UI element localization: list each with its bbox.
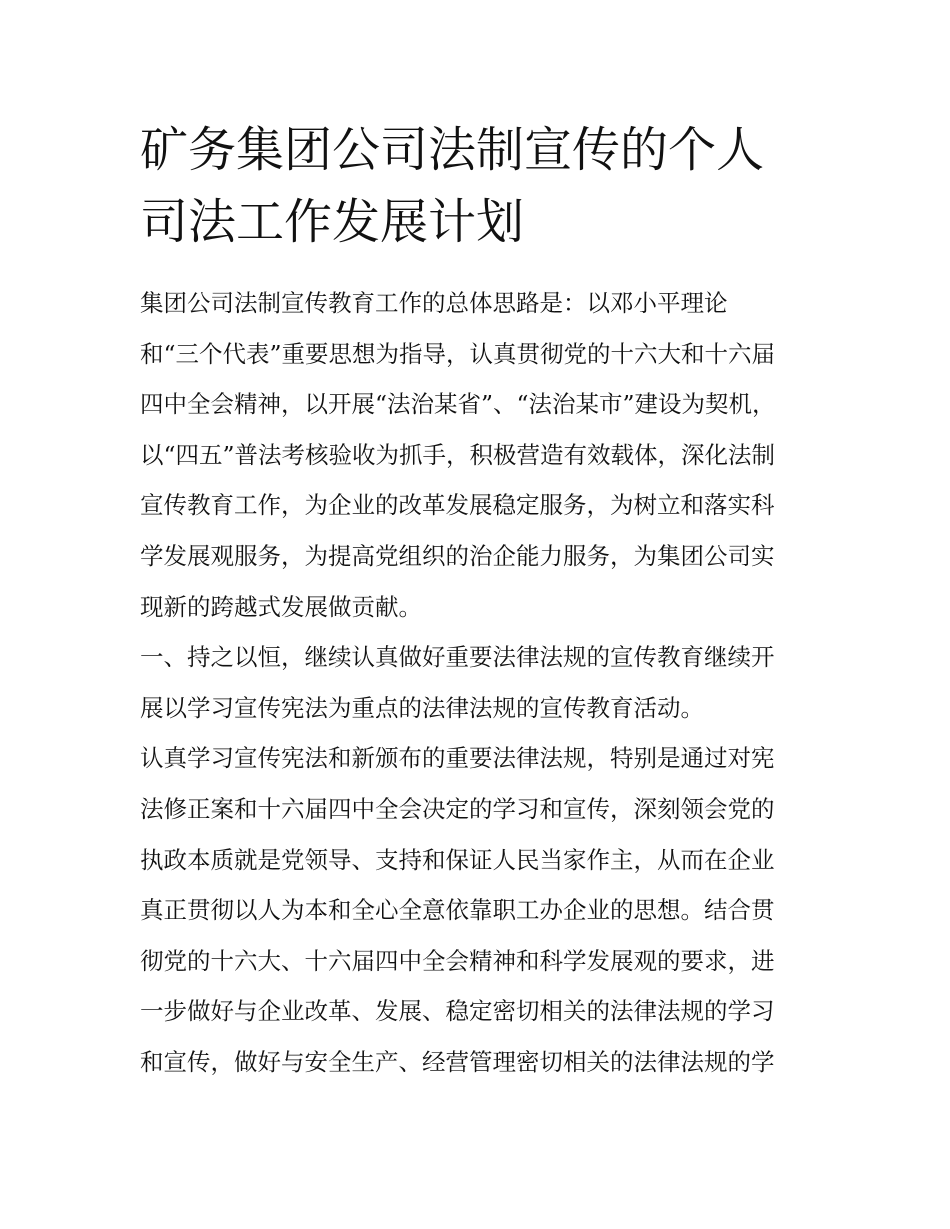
body-line: 认真学习宣传宪法和新颁布的重要法律法规，特别是通过对宪 — [140, 744, 775, 773]
body-line: 四中全会精神，以开展“法治某省”、“法治某市”建设为契机， — [140, 390, 776, 419]
document-title — [140, 114, 820, 258]
body-line: 学发展观服务，为提高党组织的治企能力服务，为集团公司实 — [140, 541, 775, 570]
body-line: 展以学习宣传宪法为重点的法律法规的宣传教育活动。 — [140, 693, 704, 722]
title-line: 司法工作发展计划 — [140, 194, 525, 250]
title-line: 矿务集团公司法制宣传的个人 — [140, 122, 765, 178]
document-body — [140, 278, 820, 1088]
body-line: 真正贯彻以人为本和全心全意依靠职工办企业的思想。结合贯 — [140, 896, 775, 925]
body-line: 彻党的十六大、十六届四中全会精神和科学发展观的要求，进 — [140, 946, 775, 975]
body-line: 和“三个代表”重要思想为指导，认真贯彻党的十六大和十六届 — [140, 339, 776, 368]
body-line: 一、持之以恒，继续认真做好重要法律法规的宣传教育继续开 — [140, 643, 775, 672]
body-line: 现新的跨越式发展做贡献。 — [140, 592, 422, 621]
body-line: 法修正案和十六届四中全会决定的学习和宣传，深刻领会党的 — [140, 794, 775, 823]
body-line: 以“四五”普法考核验收为抓手，积极营造有效载体，深化法制 — [140, 440, 776, 469]
body-line: 执政本质就是党领导、支持和保证人民当家作主，从而在企业 — [140, 845, 775, 874]
body-line: 和宣传，做好与安全生产、经营管理密切相关的法律法规的学 — [140, 1047, 775, 1076]
body-line: 宣传教育工作，为企业的改革发展稳定服务，为树立和落实科 — [140, 491, 775, 520]
body-line: 集团公司法制宣传教育工作的总体思路是：以邓小平理论 — [140, 289, 728, 317]
body-line: 一步做好与企业改革、发展、稳定密切相关的法律法规的学习 — [140, 997, 775, 1026]
